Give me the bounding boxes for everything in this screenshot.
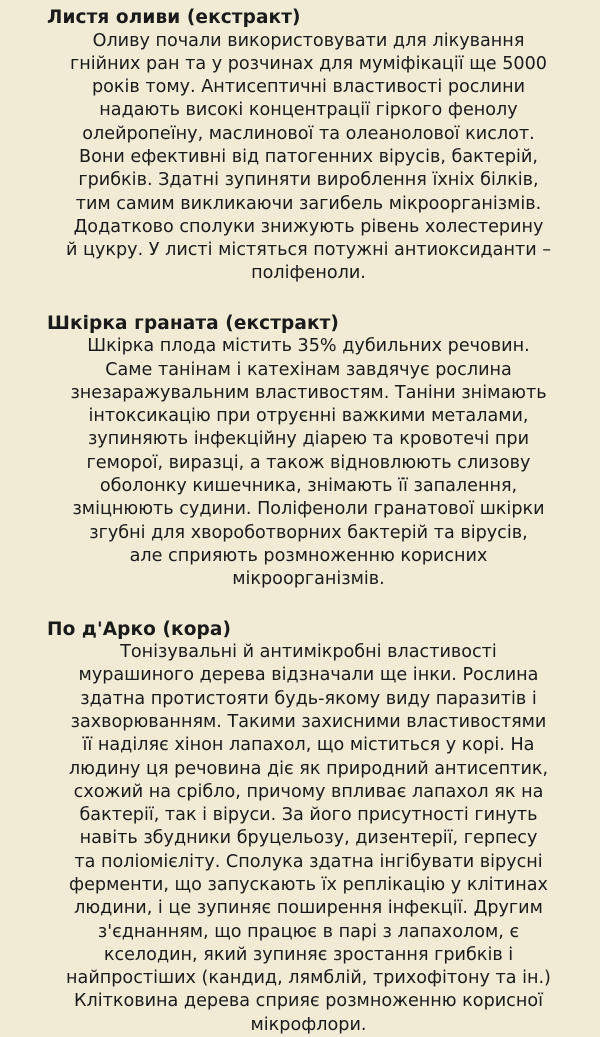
section-pau-darco-bark (47, 618, 570, 1037)
section-body (47, 641, 570, 1037)
text-line: Оливу почали використовувати для лікування (92, 30, 525, 51)
text-line: Тонізувальні й антимікробні властивості (120, 642, 497, 663)
section-body (47, 30, 570, 286)
text-line: олейропеїну, маслинової та олеанолової кислот. (82, 123, 535, 144)
text-line: грибків. Здатні зупиняти вироблення їхніх білків, (78, 170, 539, 191)
text-line: людини, і це зупиняє поширення інфекції. Другим (74, 898, 543, 919)
text-line: захворюванням. Такими захисними властивостями (70, 711, 547, 732)
text-line: тим самим викликаючи загибель мікроорганізмів. (75, 193, 542, 214)
text-line: зупиняють інфекційну діарею та кровотечі при (87, 429, 530, 450)
text-line: років тому. Антисептичні властивості рослини (91, 77, 526, 98)
text-line: зміцнюють судини. Поліфеноли гранатової шкірки (72, 499, 545, 520)
text-line: найпростіших (кандид, лямблій, трихофітону та ін.) (66, 968, 551, 989)
text-line: ферменти, що запускають їх реплікацію у клітинах (69, 875, 548, 895)
text-line: Шкірка плода містить 35% дубильних речовин. (87, 336, 530, 357)
text-line: Клітковина дерева сприяє розмноженню корисної (73, 991, 543, 1012)
text-line: надають високі концентрації гіркого фенолу (99, 100, 518, 121)
text-line: людину ця речовина діє як природний антисептик, (68, 758, 549, 779)
text-line: геморої, виразці, а також відновлюють слизову (86, 452, 531, 473)
text-line: бактерії, так і віруси. За його присутності гинуть (79, 805, 538, 826)
text-line: Вони ефективні від патогенних вірусів, бактерій, (79, 146, 538, 167)
section-pomegranate-peel (47, 312, 570, 592)
text-line: здатна протистояти будь-якому виду паразитів і (80, 688, 537, 709)
text-line: мікроорганізмів. (232, 569, 385, 590)
text-line: поліфеноли. (251, 263, 366, 284)
text-line: знезаражувальним властивостям. Таніни знімають (70, 382, 547, 403)
section-body (47, 335, 570, 591)
section-title: Шкірка граната (екстракт) (47, 312, 339, 334)
text-line: та поліомієліту. Сполука здатна інгібувати вірусні (74, 851, 543, 872)
text-line: й цукру. У листі містяться потужні антиоксиданти – (65, 240, 552, 261)
text-line: кселодин, який зупиняє зростання грибків і (103, 944, 514, 965)
text-line: мікрофлори. (250, 1014, 367, 1035)
text-line: але сприяють розмноженню корисних (129, 545, 488, 566)
text-line: з'єднанням, що працює в парі з лапахолом, є (97, 921, 520, 942)
text-line: мурашиного дерева відзначали ще інки. Рослина (78, 665, 539, 686)
text-line: навіть збудники бруцельозу, дизентерії, герпесу (79, 828, 538, 849)
section-title: Листя оливи (екстракт) (47, 7, 301, 28)
text-line: Додатково сполуки знижують рівень холестерину (73, 216, 544, 237)
text-line: гнійних ран та у розчинах для муміфікації ще 5000 (70, 53, 547, 74)
section-title: По д'Арко (кора) (47, 618, 232, 640)
text-line: інтоксикацію при отруєнні важкими металами, (88, 406, 529, 427)
text-line: схожий на срібло, причому впливає лапахол як на (73, 781, 544, 802)
section-olive-leaf (47, 6, 570, 286)
text-line: оболонку кишечника, знімають її запалення, (99, 476, 518, 497)
text-line: її наділяє хінон лапахол, що міститься у корі. На (82, 735, 535, 756)
text-line: Саме танінам і катехінам завдячує рослина (105, 359, 512, 380)
text-line: згубні для хвороботворних бактерій та вірусів, (89, 522, 528, 543)
